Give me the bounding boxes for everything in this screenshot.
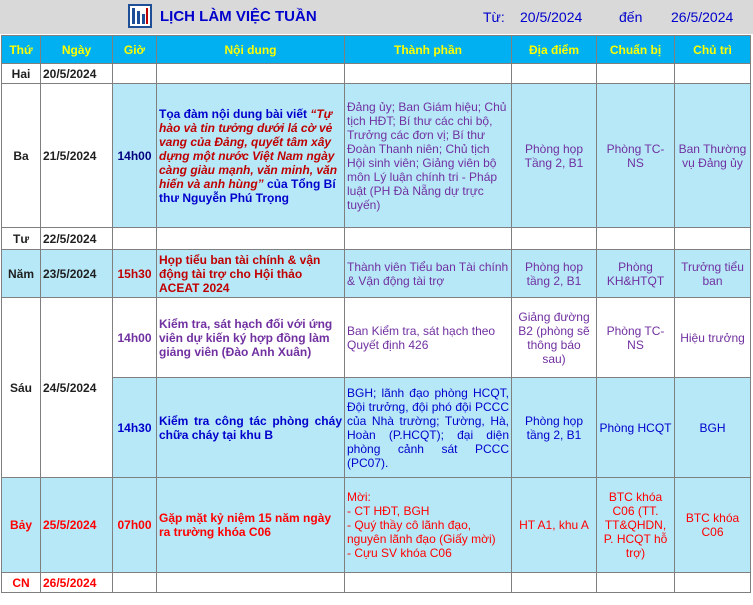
col-header-participants: Thành phần (345, 36, 512, 64)
content-cell: Kiểm tra công tác phòng cháy chữa cháy tại khu B (157, 378, 345, 478)
schedule-table (1, 35, 751, 593)
location-cell: Phòng họp tầng 2, B1 (512, 250, 597, 298)
chair-cell: BTC khóa C06 (675, 478, 751, 573)
prep-cell: BTC khóa C06 (TT. TT&QHDN, P. HCQT hỗ trợ) (597, 478, 675, 573)
location-cell: HT A1, khu A (512, 478, 597, 573)
day-cell: Ba (2, 84, 41, 228)
table-row (2, 298, 751, 378)
time-cell: 14h30 (113, 378, 157, 478)
time-cell: 14h00 (113, 298, 157, 378)
day-cell: CN (2, 573, 41, 593)
to-label: đến (619, 9, 643, 25)
table-row (2, 228, 751, 250)
content-cell: Kiểm tra, sát hạch đối với ứng viên dự kiến ký hợp đồng làm giảng viên (Đào Anh Xuân) (157, 298, 345, 378)
table-row (2, 84, 751, 228)
date-cell: 25/5/2024 (41, 478, 113, 573)
table-row (2, 478, 751, 573)
col-header-chair: Chủ trì (675, 36, 751, 64)
location-cell: Phòng họp tầng 2, B1 (512, 378, 597, 478)
date-cell: 26/5/2024 (41, 573, 113, 593)
prep-cell: Phòng TC-NS (597, 84, 675, 228)
prep-cell: Phòng TC-NS (597, 298, 675, 378)
table-row (2, 378, 751, 478)
participants-cell: BGH; lãnh đạo phòng HCQT, Đội trưởng, đội phó đội PCCC của Nhà trường; Tường, Hà, Hoàn (P.HCQT); đại diện phòng cảnh sát PCCC (PC07). (345, 378, 512, 478)
location-cell: Phòng họp Tầng 2, B1 (512, 84, 597, 228)
location-cell: Giảng đường B2 (phòng sẽ thông báo sau) (512, 298, 597, 378)
date-cell: 20/5/2024 (41, 64, 113, 84)
header-bar (0, 0, 753, 34)
prep-cell: Phòng KH&HTQT (597, 250, 675, 298)
date-cell: 24/5/2024 (41, 298, 113, 478)
day-cell: Bảy (2, 478, 41, 573)
col-header-time: Giờ (113, 36, 157, 64)
col-header-content: Nội dung (157, 36, 345, 64)
content-cell: Tọa đàm nội dung bài viết “Tự hào và tin tưởng dưới lá cờ vẻ vang của Đảng, quyết tâm xây dựng một nước Việt Nam ngày càng giàu mạnh, văn minh, văn hiến và anh hùng” của Tổng Bí thư Nguyễn Phú Trọng (157, 84, 345, 228)
content-cell: Họp tiểu ban tài chính & vận động tài trợ cho Hội thảo ACEAT 2024 (157, 250, 345, 298)
time-cell: 07h00 (113, 478, 157, 573)
col-header-location: Địa điểm (512, 36, 597, 64)
school-logo-icon (128, 4, 152, 28)
participants-cell: Ban Kiểm tra, sát hạch theo Quyết định 426 (345, 298, 512, 378)
col-header-day: Thứ (2, 36, 41, 64)
day-cell: Năm (2, 250, 41, 298)
chair-cell: Ban Thường vụ Đảng ủy (675, 84, 751, 228)
table-row (2, 250, 751, 298)
time-cell: 14h00 (113, 84, 157, 228)
day-cell: Hai (2, 64, 41, 84)
prep-cell: Phòng HCQT (597, 378, 675, 478)
time-cell: 15h30 (113, 250, 157, 298)
chair-cell: BGH (675, 378, 751, 478)
content-cell: Gặp mặt kỷ niệm 15 năm ngày ra trường khóa C06 (157, 478, 345, 573)
day-cell: Sáu (2, 298, 41, 478)
table-row (2, 64, 751, 84)
page-title: LỊCH LÀM VIỆC TUẦN (160, 8, 317, 25)
date-cell: 23/5/2024 (41, 250, 113, 298)
col-header-prep: Chuẩn bị (597, 36, 675, 64)
participants-cell: Mời: - CT HĐT, BGH - Quý thầy cô lãnh đạo, nguyên lãnh đạo (Giấy mời) - Cựu SV khóa C06 (345, 478, 512, 573)
table-row (2, 573, 751, 593)
from-label: Từ: (483, 9, 505, 25)
from-date: 20/5/2024 (520, 9, 583, 25)
to-date: 26/5/2024 (671, 9, 734, 25)
date-cell: 22/5/2024 (41, 228, 113, 250)
chair-cell: Hiệu trưởng (675, 298, 751, 378)
participants-cell: Thành viên Tiểu ban Tài chính & Vận động tài trợ (345, 250, 512, 298)
participants-cell: Đảng ủy; Ban Giám hiệu; Chủ tịch HĐT; Bí thư các chi bộ, Trưởng các đơn vị; Bí thư Đoàn Thanh niên; Chủ tịch Hội sinh viên; Giảng viên bộ môn Lý luận chính tri - Pháp luật (PH Đà Nẵng dự trực tuyến) (345, 84, 512, 228)
chair-cell: Trưởng tiểu ban (675, 250, 751, 298)
day-cell: Tư (2, 228, 41, 250)
header-row (2, 36, 751, 64)
date-cell: 21/5/2024 (41, 84, 113, 228)
col-header-date: Ngày (41, 36, 113, 64)
